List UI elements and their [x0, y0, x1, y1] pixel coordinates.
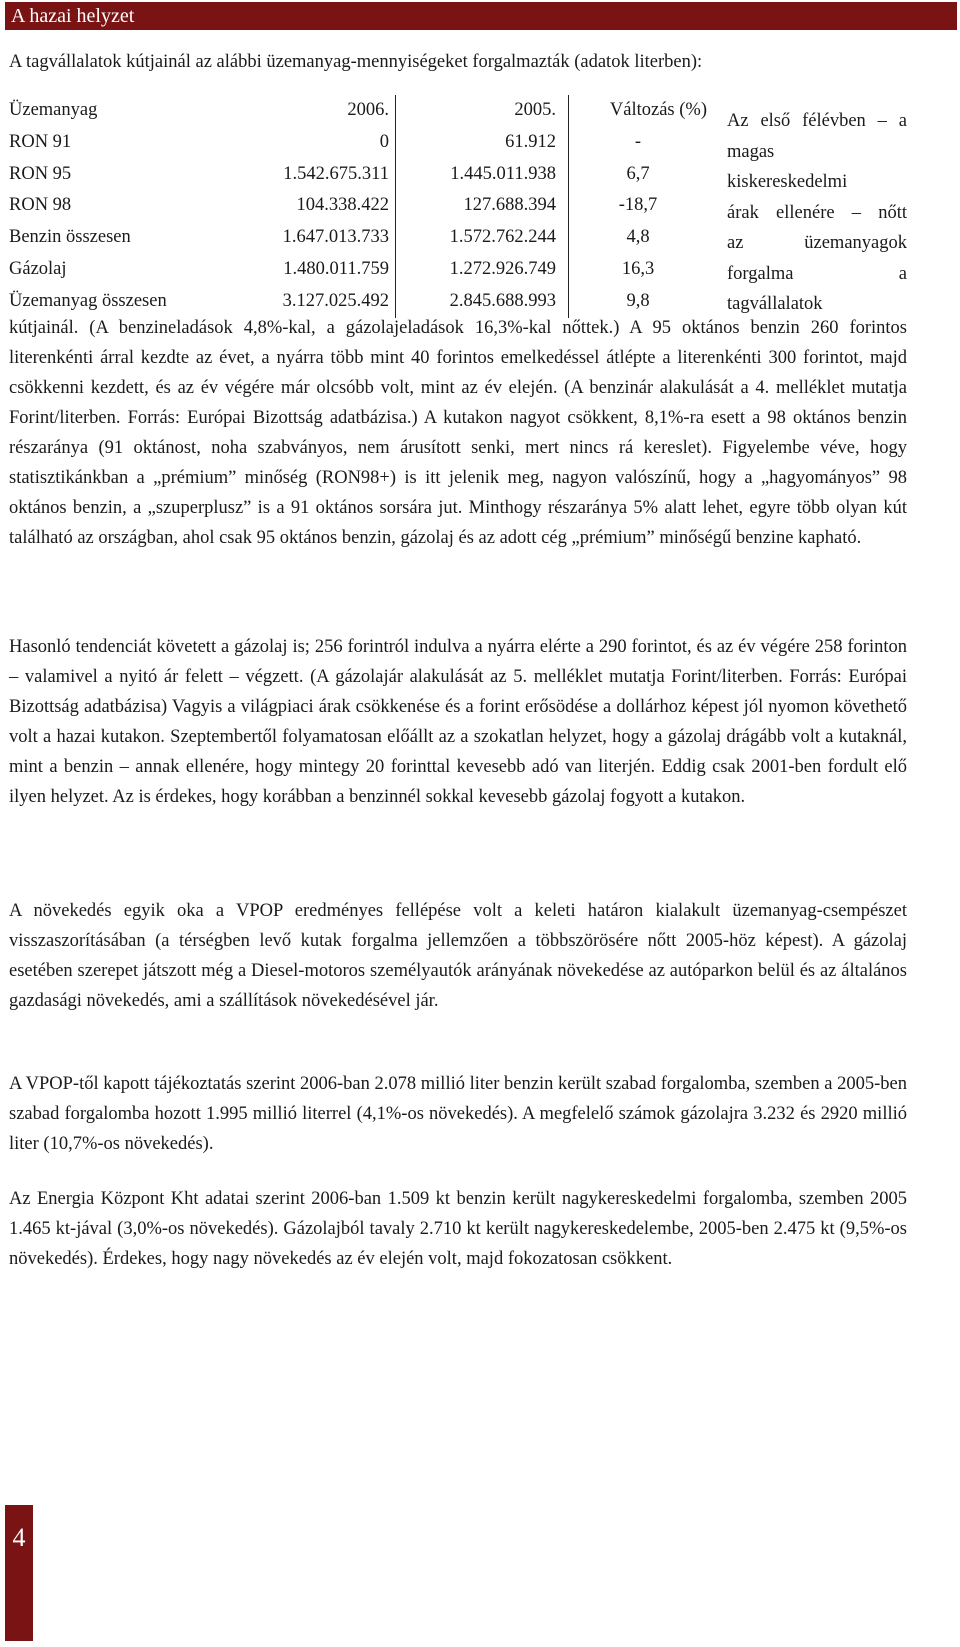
table-cell: 1.480.011.759 — [227, 254, 396, 286]
side-note-line: magas — [727, 141, 775, 162]
table-cell: 4,8 — [626, 227, 650, 248]
table-cell: 61.912 — [396, 127, 569, 159]
side-note-line: árak ellenére – nőtt — [727, 202, 907, 223]
table-cell: 9,8 — [626, 290, 650, 311]
table-cell: 0 — [227, 127, 396, 159]
table-cell: RON 98 — [9, 195, 72, 216]
side-note-line: forgalma a — [727, 263, 907, 284]
body-paragraph: Az Energia Központ Kht adatai szerint 2006-ban 1.509 kt benzin került nagykereskedelmi forgalomba, szemben 2005 1.465 kt-jával (3,0%-os növekedés). Gázolajból tavaly 2.710 kt került nagykereskedelembe, 2005-ben 2.475 kt (9,5%-os növekedés). Érdekes, hogy nagy növekedés az év elején volt, majd fokozatosan csökkent. — [9, 1189, 907, 1269]
table-row — [9, 190, 707, 222]
side-note-line: kiskereskedelmi — [727, 172, 848, 192]
table-cell: RON 95 — [9, 163, 72, 184]
table-header-cell: Változás (%) — [609, 100, 707, 120]
side-note — [727, 106, 907, 320]
intro-text: A tagvállalatok kútjainál az alábbi üzemanyag-mennyiségeket forgalmazták (adatok literben): — [9, 52, 703, 72]
body-paragraph: Hasonló tendenciát követett a gázolaj is; 256 forintról indulva a nyárra elérte a 290 forintot, és az év végére 258 forinton – valamivel a nyitó ár felett – végzett. (A gázolajár alakulását az 5. melléklet mutatja Forint/literben. Forrás: Európai Bizottság adatbázisa) Vagyis a világpiaci árak csökkenése és a forint erősödése a dollárhoz képest jól nyomon követhető volt a hazai kutakon. Szeptembertől folyamatosan előállt az a szokatlan helyzet, hogy a gázolaj drágább volt a kutaknál, mint a benzin – annak ellenére, hogy mintegy 20 forinttal kevesebb adó van literjén. Eddig csak 2001-ben fordult elő ilyen helyzet. Az is érdekes, hogy korábban a benzinnél sokkal kevesebb gázolaj fogyott a kutakon. — [9, 637, 907, 807]
table-cell: 1.272.926.749 — [396, 254, 569, 286]
table-cell: Gázolaj — [9, 258, 67, 279]
section-title: A hazai helyzet — [11, 5, 135, 27]
body-paragraph: A VPOP-től kapott tájékoztatás szerint 2006-ban 2.078 millió liter benzin került szabad forgalomba, szemben a 2005-ben szabad forgalomba hozott 1.995 millió literrel (4,1%-os növekedés). A megfelelő számok gázolajra 3.232 és 2920 millió liter (10,7%-os növekedés). — [9, 1074, 907, 1154]
table-cell: Üzemanyag összesen — [9, 290, 167, 311]
body-paragraph: kútjainál. (A benzineladások 4,8%-kal, a gázolajeladások 16,3%-kal nőttek.) A 95 oktános benzin 260 forintos literenkénti árral kezdte az évet, a nyárra több mint 40 forintos emelkedéssel átlépte a literenkénti 300 forintot, majd csökkenni kezdett, és az év végére már olcsóbb volt, mint az év elején. (A benzinár alakulását a 4. melléklet mutatja Forint/literben. Forrás: Európai Bizottság adatbázisa.) A kutakon nagyot csökkent, 8,1%-ra esett a 98 oktános benzin részaránya (91 oktánost, noha szabványos, nem árusított senki, mert nincs rá kereslet). Figyelembe véve, hogy statisztikánkban a „prémium” minőség (RON98+) is itt jelenik meg, nagyon valószínű, hogy a „hagyományos” 98 oktános benzin, a „szuperplusz” is a 91 oktános sorsára jut. Minthogy részaránya 5% alatt lehet, egyre több olyan kút található az országban, ahol csak 95 oktános benzin, gázolaj és az adott cég „prémium” minőségű benzine kapható. — [9, 318, 907, 548]
table-cell: 1.542.675.311 — [227, 159, 396, 191]
fuel-volume-table — [9, 95, 707, 318]
table-row — [9, 222, 707, 254]
table-cell: 3.127.025.492 — [227, 286, 396, 318]
side-note-line: Az első félévben – a — [727, 111, 907, 131]
table-header-row — [9, 95, 707, 127]
table-cell: 1.572.762.244 — [396, 222, 569, 254]
table-header-cell: 2006. — [227, 95, 396, 127]
table-header-cell: Üzemanyag — [9, 100, 98, 120]
table-cell: Benzin összesen — [9, 227, 131, 248]
table-cell: 16,3 — [621, 258, 655, 279]
table-cell: 127.688.394 — [396, 190, 569, 222]
table-cell: 6,7 — [626, 163, 650, 184]
table-cell: 104.338.422 — [227, 190, 396, 222]
side-note-line: tagvállalatok — [727, 294, 823, 314]
table-header-cell: 2005. — [396, 95, 569, 127]
section-header — [5, 2, 957, 30]
page-number-tab — [5, 1505, 33, 1641]
side-note-line: az üzemanyagok — [727, 233, 907, 253]
table-row — [9, 127, 707, 159]
table-cell: 1.445.011.938 — [396, 159, 569, 191]
table-cell: - — [634, 131, 642, 152]
table-row — [9, 254, 707, 286]
table-cell: RON 91 — [9, 131, 72, 152]
table-cell: 2.845.688.993 — [396, 286, 569, 318]
body-paragraph: A növekedés egyik oka a VPOP eredményes fellépése volt a keleti határon kialakult üzemanyag-csempészet visszaszorításában (a térségben levő kutak forgalma jellemzően a többszörösére nőtt 2005-höz képest). A gázolaj esetében szerepet játszott még a Diesel-motoros személyautók arányának növekedése az autóparkon belül és az általános gazdasági növekedés, ami a szállítások növekedésével jár. — [9, 901, 907, 1011]
table-row — [9, 159, 707, 191]
table-cell: -18,7 — [618, 195, 658, 216]
page-number: 4 — [12, 1523, 26, 1552]
table-cell: 1.647.013.733 — [227, 222, 396, 254]
